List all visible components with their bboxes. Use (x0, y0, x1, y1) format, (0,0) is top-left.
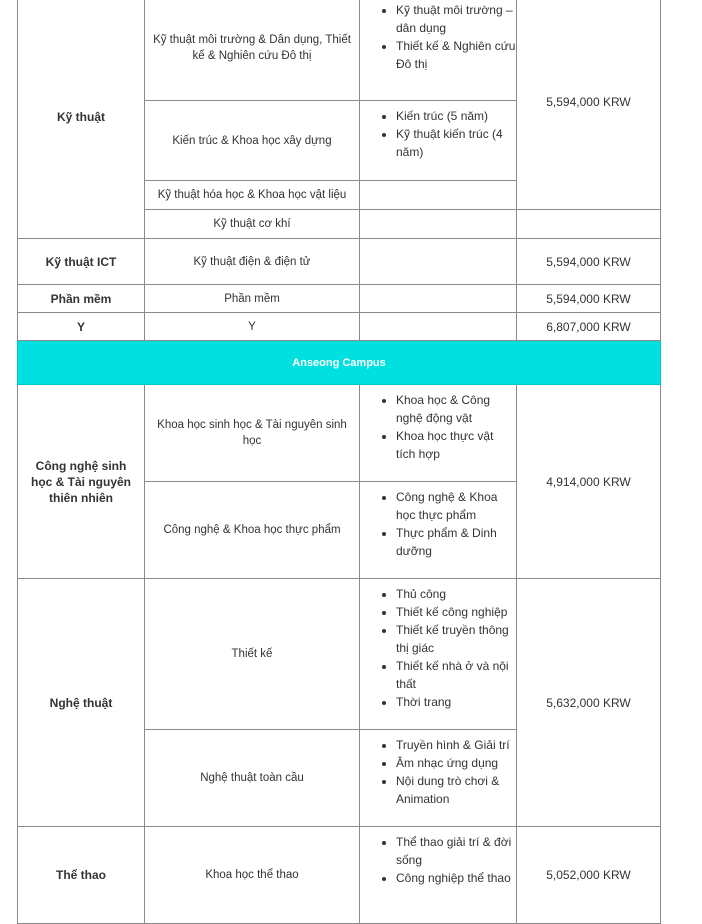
majors-list (360, 1, 516, 73)
table-row (18, 285, 661, 313)
majors-cell (360, 313, 517, 341)
campus-header: Anseong Campus (18, 341, 661, 385)
dept-cell: Kỹ thuật điện & điện tử (145, 239, 360, 285)
majors-cell (360, 385, 517, 482)
fee-cell: 5,052,000 KRW (517, 827, 661, 924)
majors-cell (360, 181, 517, 210)
list-item: • Khoa học thực vật tích hợp (396, 427, 516, 463)
dept-cell: Y (145, 313, 360, 341)
majors-list (360, 107, 516, 161)
list-item: • Thiết kế truyền thông thị giác (396, 621, 516, 657)
majors-list (360, 488, 516, 560)
list-item: • Thiết kế công nghiệp (396, 603, 516, 621)
list-item: • Thủ công (396, 585, 516, 603)
fee-cell: 5,594,000 KRW (517, 285, 661, 313)
majors-cell (360, 482, 517, 579)
majors-cell (360, 210, 517, 239)
faculty-cell: Nghệ thuật (18, 579, 145, 827)
majors-list (360, 585, 516, 711)
fee-cell: 5,594,000 KRW (517, 239, 661, 285)
majors-cell (360, 730, 517, 827)
list-item: • Công nghệ & Khoa học thực phẩm (396, 488, 516, 524)
list-item: • Nội dung trò chơi & Animation (396, 772, 516, 808)
dept-cell: Kiến trúc & Khoa học xây dựng (145, 101, 360, 181)
faculty-cell: Y (18, 313, 145, 341)
majors-cell (360, 579, 517, 730)
majors-list (360, 391, 516, 463)
majors-cell (360, 0, 517, 101)
fee-cell: 5,594,000 KRW (517, 0, 661, 210)
fee-cell (517, 210, 661, 239)
faculty-cell: Công nghệ sinh học & Tài nguyên thiên nhiên (18, 385, 145, 579)
dept-cell: Thiết kế (145, 579, 360, 730)
list-item: • Kiến trúc (5 năm) (396, 107, 516, 125)
majors-list (360, 833, 516, 887)
table-row (18, 385, 661, 482)
dept-cell: Khoa học sinh học & Tài nguyên sinh học (145, 385, 360, 482)
majors-cell (360, 239, 517, 285)
majors-cell (360, 101, 517, 181)
list-item: • Thiết kế nhà ở và nội thất (396, 657, 516, 693)
fee-cell: 4,914,000 KRW (517, 385, 661, 579)
dept-cell: Kỹ thuật cơ khí (145, 210, 360, 239)
dept-cell: Nghệ thuật toàn cầu (145, 730, 360, 827)
table-row (18, 827, 661, 924)
list-item: • Kỹ thuật kiến trúc (4 năm) (396, 125, 516, 161)
faculty-cell: Thể thao (18, 827, 145, 924)
table-row (18, 0, 661, 101)
majors-list (360, 736, 516, 808)
list-item: • Thực phẩm & Dinh dưỡng (396, 524, 516, 560)
dept-cell: Kỹ thuật môi trường & Dân dụng, Thiết kế & Nghiên cứu Đô thị (145, 0, 360, 101)
faculty-cell: Kỹ thuật ICT (18, 239, 145, 285)
campus-row (18, 341, 661, 385)
majors-cell (360, 285, 517, 313)
list-item: • Thể thao giải trí & đời sống (396, 833, 516, 869)
table-row (18, 313, 661, 341)
dept-cell: Công nghệ & Khoa học thực phẩm (145, 482, 360, 579)
list-item: • Âm nhạc ứng dụng (396, 754, 516, 772)
list-item: • Truyền hình & Giải trí (396, 736, 516, 754)
faculty-cell: Phần mềm (18, 285, 145, 313)
tuition-table-container (17, 0, 660, 924)
majors-cell (360, 827, 517, 924)
dept-cell: Khoa học thể thao (145, 827, 360, 924)
list-item: • Khoa học & Công nghệ động vật (396, 391, 516, 427)
list-item: • Công nghiệp thể thao (396, 869, 516, 887)
dept-cell: Kỹ thuật hóa học & Khoa học vật liệu (145, 181, 360, 210)
faculty-cell: Kỹ thuật (18, 0, 145, 239)
fee-cell: 5,632,000 KRW (517, 579, 661, 827)
list-item: • Thiết kế & Nghiên cứu Đô thị (396, 37, 516, 73)
list-item: • Thời trang (396, 693, 516, 711)
dept-cell: Phần mềm (145, 285, 360, 313)
table-row (18, 239, 661, 285)
fee-cell: 6,807,000 KRW (517, 313, 661, 341)
list-item: • Kỹ thuật môi trường – dân dụng (396, 1, 516, 37)
tuition-table (17, 0, 661, 924)
table-row (18, 579, 661, 730)
